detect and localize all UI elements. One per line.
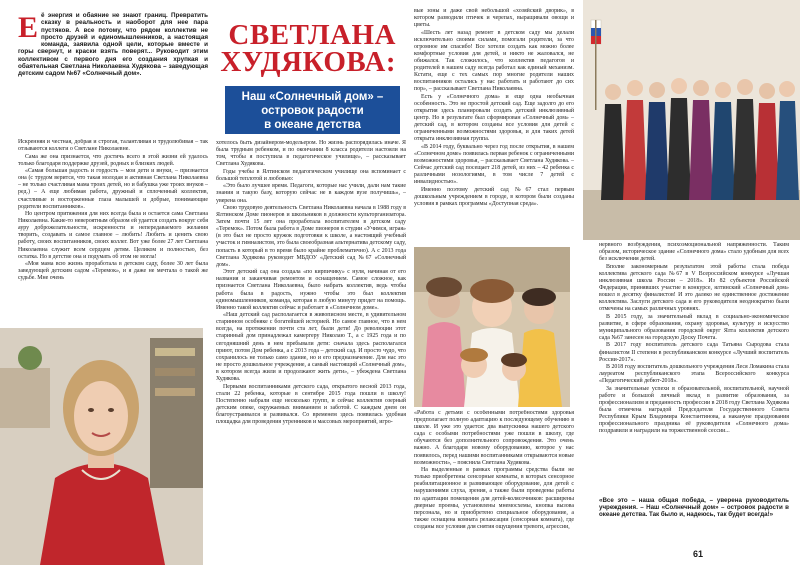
article-column-3-bottom (414, 410, 574, 560)
article-column-4 (599, 242, 789, 494)
paragraph: «Шесть лет назад ремонт в детском саду мы делали исключительно своими силами, помогали родители, за что огромное им спасибо! Все хотели создать как можно более комфортные условия для детей, и никто не жаловался, не обижался. Так сложилось, что коллектив педагогов и родителей в нашем саду всегда работал как единый механизм. Кстати, еще с тех самых пор многие родители наших воспитанников остались у нас работать и работают до сих пор», – рассказывает Светлана Николаевна. (414, 29, 574, 93)
paragraph: Сама же она признается, что достичь всего в этой жизни ей удалось только благодаря поддержке друзей, родных и близких людей. (18, 153, 208, 167)
subtitle-line-2: островок радости (261, 105, 364, 117)
portrait-photo (0, 328, 203, 565)
paragraph: «Самая большая радость и гордость – мои дети и внуки, – признается она (с трудом верится, что такая молодая и активная Светлана Николаевна – не только счастливая мама троих детей, но и бабушка уже троих внуков – ред.) – А еще любимая работа, дружный и сплоченный коллектив, счастливые и восторженные глаза малышей и добрые, понимающие родители воспитанников». (18, 168, 208, 210)
paragraph: Именно поэтому детский сад №67 стал первым дошкольным учреждением в городе, в котором были созданы условия в рамках программы «Доступная среда». (414, 186, 574, 208)
subtitle-line-3: в океане детства (264, 119, 361, 131)
paragraph: «Работа с детьми с особенными потребностями здоровья предполагает полную адаптацию к последующему обучению в школе. И уже это удается: два выпускника нашего детского сада с особыми потребностями уже пошли в школу, где обучаются без дополнительного сопровождения. Это очень важно. А благодаря новому оборудованию, которое у нас появилось, перед нашими воспитанниками открываются новые возможности», – пояснила Светлана Худякова. (414, 410, 574, 466)
paragraph: За значительные успехи в образовательной, воспитательной, научной работе и большой личный вклад в развитие образования, за профессионализм и преданность профессии в 2018 году Светлана Худякова была отмечена наградой Председателя Государственного Совета Республики Крым Владимира Константинова, а накануне празднования профессионального праздника её руководителя «Солнечного дома» поздравили и наградили на торжественной сессии... (599, 385, 789, 435)
subtitle-line-1: Наш «Солнечный дом» – (241, 91, 384, 103)
article-column-2 (216, 140, 406, 560)
paragraph: Есть у «Солнечного дома» и еще одна необычная особенность. Это не простой детский сад. Еще задолго до его открытия здесь планировали создать детский инклюзивный центр. Но в результате был сформирован «Солнечный дом» – детский сад, в котором созданы все условия для детей с ограниченными возможностями здоровья, и для таких детей открыта инклюзивная группа. (414, 93, 574, 143)
drop-cap: Е (18, 11, 39, 44)
paragraph: хотелось быть дизайнером-модельером. Но жизнь распорядилась иначе. Я была трудным ребенком, и по окончании 8 класса родители настояли на том, чтобы я поступила в педагогическое училище», – рассказывает Светлана Худякова. (216, 140, 406, 168)
staff-group-illustration (583, 0, 800, 240)
paragraph: В 2015 году, за значительный вклад в социально-экономическое развитие, в сфере образования, охрану здоровья, культуру и искусство муниципального образования городской округ Ялта коллектив детского сада №67 занесен на городскую Доску Почета. (599, 313, 789, 341)
children-illustration (414, 247, 570, 407)
paragraph: вые зоны и даже свой небольшой «хозяйский дворик», в котором разводили птичек и черепах, выращивали овощи и цветы. (414, 8, 574, 29)
paragraph: Свою трудовую деятельность Светлана Николаевна начала в 1988 году в Ялтинском Доме пионеров и школьников в должности культорганизатора. Затем почти 15 лет она проработала воспитателем в детском саду «Теремок». Потом была работа в Доме пионеров в студии «Учимся, играя» (в это был не просто кружок подготовки к школе, а настоящий учебный участок и гимназистом, это была своеобразная альтернатива детскому саду, попасть в который в то время было крайне проблематично). А с 2013 года Светлана Худякова руководит МБДОУ «Детский сад №67 «Солнечный дом». (216, 205, 406, 268)
closing-quote: «Все это – наша общая победа, – уверена руководитель учреждения. – Наш «Солнечный дом» – островок радости в океане детства. Так было и, надеюсь, так будет всегда!» (599, 497, 789, 519)
children-photo (414, 247, 570, 407)
article-column-1 (18, 139, 208, 329)
paragraph: Этот детский сад она создала «по кирпичику» с нуля, начиная от его названия и заканчивая ремонтом и оснащением. Самое сложное, как признается Светлана Николаевна, было набрать коллектив, ведь чтобы работа была в радость, нужно чтобы это был коллектив единомышленников, команда, которая в любую минуту придет на помощь. Именно такой коллектив сейчас и работает в «Солнечном доме». (216, 269, 406, 311)
title-line-1: СВЕТЛАНА (228, 19, 396, 51)
paragraph: На выделенные в рамках программы средства были не только приобретены сенсорные комнаты, в которых сенсорное реабилитационное и развивающее оборудование, для детей с нарушениями слуха, зрения, а также были проведены работы по адаптации помещения для детей-колясочников: расширены дверные проемы, установлены мнемосхемы, кнопка вызова персонала, но и приобретено специальное оборудование, а также оснащена комната релаксации (сенсорная комната), где созданы все условия для снятия ощущения тревоги, агрессии, (414, 467, 574, 530)
paragraph: «Моя мама всю жизнь проработала в детском саду, более 30 лет была заведующей детским садом «Теремок», и я даже не мечтала о такой же судьбе. Мне очень (18, 261, 208, 282)
staff-group-photo (583, 0, 800, 240)
paragraph: Вполне закономерным результатом этой работы стала победа коллектива детского сада №67 в V Всероссийском конкурсе «Лучшая инклюзивная школа России – 2018». Из 82 субъектов Российской Федерации, принявших участие в конкурсе, ялтинский «Солнечный дом» вошел в десятку финалистов! И это далеко не единственное достижение коллектива. Заслуги детского сада и его руководителя неоднократно были отмечены на самых различных уровнях. (599, 263, 789, 313)
paragraph: нервного возбуждения, психоэмоциональной напряженности. Таким образом, историческое здание «Солнечного дома» стало удобным для всех без исключения детей. (599, 242, 789, 263)
paragraph: «Это было лучшее время. Педагоги, которые нас учили, дали нам такие знания и такую базу, которую сейчас не в каждом вузе получишь», – уверена она. (216, 183, 406, 204)
article-column-3 (414, 8, 574, 246)
paragraph: «В 2014 году, буквально через год после открытия, в нашем «Солнечном доме» появилась первая ребенок с ограниченными возможностями здоровья, – рассказывает Светлана Худякова. – Сейчас детский сад посещает 218 детей, из них – 42 ребенка с различными нозологиями, в том числе 7 детей с инвалидностью». (414, 143, 574, 186)
title-line-2: ХУДЯКОВА: (220, 46, 396, 78)
paragraph: Первыми воспитанниками детского сада, открытого весной 2013 года, стали 22 ребенка, которые в сентябре 2015 года пошли в школу! Постепенно набрали еще несколько групп, и сейчас коллектив озерный детским опеке, окружаемых вниманием и заботой. С каждым днем он благоустраивался и развивался. Со временем здесь появилась удобная площадка для проведения утренников и массовых мероприятий, игро- (216, 383, 406, 425)
paragraph: В 2018 году воспитатель дошкольного учреждения Леся Ломакина стала лауреатом республиканского этапа Всероссийского конкурса «Педагогический дебют-2018». (599, 364, 789, 385)
paragraph: Но центром притяжения для них всегда была и остается сама Светлана Николаевна. Какие-то невероятным образом ей удается создать вокруг себя ауру доброжелательности, искренности и непередаваемого желания творить, создавать и самое главное – любить! Любить и ценить свою работу, своих воспитанников, своих коллег. Вот уже более 27 лет Светлана Николаевна служит всем сердцем детям. Целиком и полностью, без остатка. Но в детстве она и подумать об этом не могла! (18, 211, 208, 260)
paragraph: «Наш детский сад располагается в живописном месте, в удивительном старинном особняке с богатейшей историей. Но самое главное, что в нем всегда, на протяжении почти ста лет, были дети! До революции этот старинный дом принадлежал камергеру Николаю Т., а с 1925 года и по сегодняшний день в нем пребывали дети: сначала здесь располагался приют, потом Дом ребенка, а с 2013 года – детский сад. И просто чудо, что сохранилось не только само здание, но и его предназначение. Для нас это не просто дошкольное учреждение, а самый настоящий «Солнечный дом», в котором всегда жили и продолжают жить дети», – убеждена Светлана Худякова. (216, 312, 406, 383)
page-number: 61 (693, 549, 704, 559)
paragraph: Искренняя и честная, добрая и строгая, талантливая и трудолюбивая – так отзываются коллеги о Светлане Николаевне. (18, 139, 208, 153)
paragraph: В 2017 году воспитатель детского сада Татьяна Сыродова стала финалистом II степени в республиканском конкурсе «Лучший воспитатель России-2017». (599, 342, 789, 363)
paragraph: Годы учебы в Ялтинском педагогическом училище она вспоминает с большой теплотой и любовью: (216, 168, 406, 182)
lead-paragraph (18, 12, 208, 130)
portrait-illustration (0, 328, 203, 565)
lead-text: ё энергия и обаяние не знают границ. Превратить сказку в реальность и наоборот для нее пара пустяков. А все потому, что рядом коллектив не просто друзей и единомышленников, а настоящая команда, заявила одной цели, которые вместе и горы свернут, и краски взять поверят... Руководит этим коллективом с первого дня его создания хрупкая и обаятельная Светлана Николаевна Худякова – заведующая детским садом №67 «Солнечный дом». (18, 12, 208, 78)
article-title (216, 19, 396, 78)
subtitle-box (225, 86, 400, 134)
